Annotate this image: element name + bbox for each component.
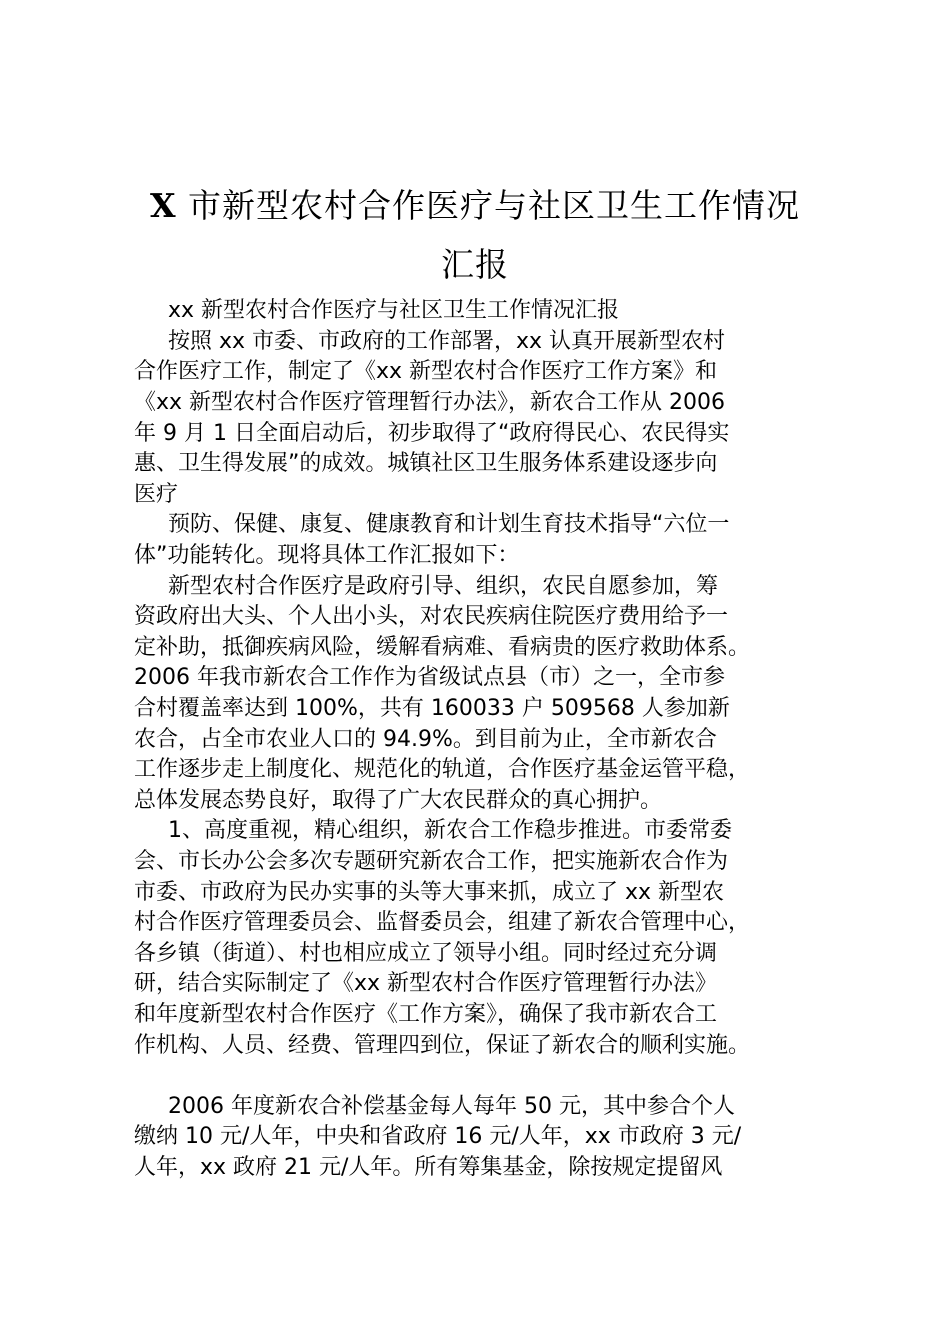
paragraph-line: 2006 年我市新农合工作作为省级试点县（市）之一，全市参	[134, 665, 725, 690]
title-line-1-text: 市新型农村合作医疗与社区卫生工作情况	[176, 186, 801, 225]
paragraph-line: 研，结合实际制定了《xx 新型农村合作医疗管理暂行办法》	[134, 971, 718, 996]
paragraph-line: 2006 年度新农合补偿基金每人每年 50 元，其中参合个人	[168, 1094, 735, 1119]
paragraph-line: 合作医疗工作，制定了《xx 新型农村合作医疗工作方案》和	[134, 359, 718, 384]
paragraph-line: 市委、市政府为民办实事的头等大事来抓，成立了 xx 新型农	[134, 880, 725, 905]
paragraph-line: 体”功能转化。现将具体工作汇报如下：	[134, 543, 520, 568]
paragraph-line: 工作逐步走上制度化、规范化的轨道，合作医疗基金运管平稳，	[134, 757, 751, 782]
paragraph-line: 新型农村合作医疗是政府引导、组织，农民自愿参加，筹	[168, 574, 719, 599]
paragraph-line: 合村覆盖率达到 100%，共有 160033 户 509568 人参加新	[134, 696, 730, 721]
paragraph-line: 按照 xx 市委、市政府的工作部署，xx 认真开展新型农村	[168, 329, 726, 354]
paragraph-line: 缴纳 10 元/人年，中央和省政府 16 元/人年，xx 市政府 3 元/	[134, 1124, 742, 1149]
paragraph-line: 和年度新型农村合作医疗《工作方案》，确保了我市新农合工	[134, 1002, 718, 1027]
paragraph-line: xx 新型农村合作医疗与社区卫生工作情况汇报	[168, 298, 620, 323]
paragraph-line: 定补助，抵御疾病风险，缓解看病难、看病贵的医疗救助体系。	[134, 635, 751, 660]
paragraph-line: 各乡镇（街道）、村也相应成立了领导小组。同时经过充分调	[134, 941, 718, 966]
paragraph-line: 农合，占全市农业人口的 94.9%。到目前为止，全市新农合	[134, 727, 717, 752]
paragraph-line: 《xx 新型农村合作医疗管理暂行办法》，新农合工作从 2006	[134, 390, 726, 415]
title-prefix: X	[149, 186, 177, 225]
paragraph-line: 总体发展态势良好，取得了广大农民群众的真心拥护。	[134, 788, 663, 813]
paragraph-line: 作机构、人员、经费、管理四到位，保证了新农合的顺利实施。	[134, 1033, 751, 1058]
paragraph-line: 村合作医疗管理委员会、监督委员会，组建了新农合管理中心，	[134, 910, 751, 935]
paragraph-line: 人年，xx 政府 21 元/人年。所有筹集基金，除按规定提留风	[134, 1155, 723, 1180]
document-title-line-2: 汇报	[441, 245, 509, 284]
paragraph-line: 预防、保健、康复、健康教育和计划生育技术指导“六位一	[168, 512, 730, 537]
document-title-line-1	[0, 186, 950, 226]
paragraph-line: 资政府出大头、个人出小头，对农民疾病住院医疗费用给予一	[134, 604, 729, 629]
paragraph-line: 年 9 月 1 日全面启动后，初步取得了“政府得民心、农民得实	[134, 421, 730, 446]
paragraph-line: 会、市长办公会多次专题研究新农合工作，把实施新农合作为	[134, 849, 729, 874]
paragraph-line: 1、高度重视，精心组织，新农合工作稳步推进。市委常委	[168, 818, 732, 843]
paragraph-line: 惠、卫生得发展”的成效。城镇社区卫生服务体系建设逐步向	[134, 451, 718, 476]
paragraph-line: 医疗	[134, 482, 179, 507]
